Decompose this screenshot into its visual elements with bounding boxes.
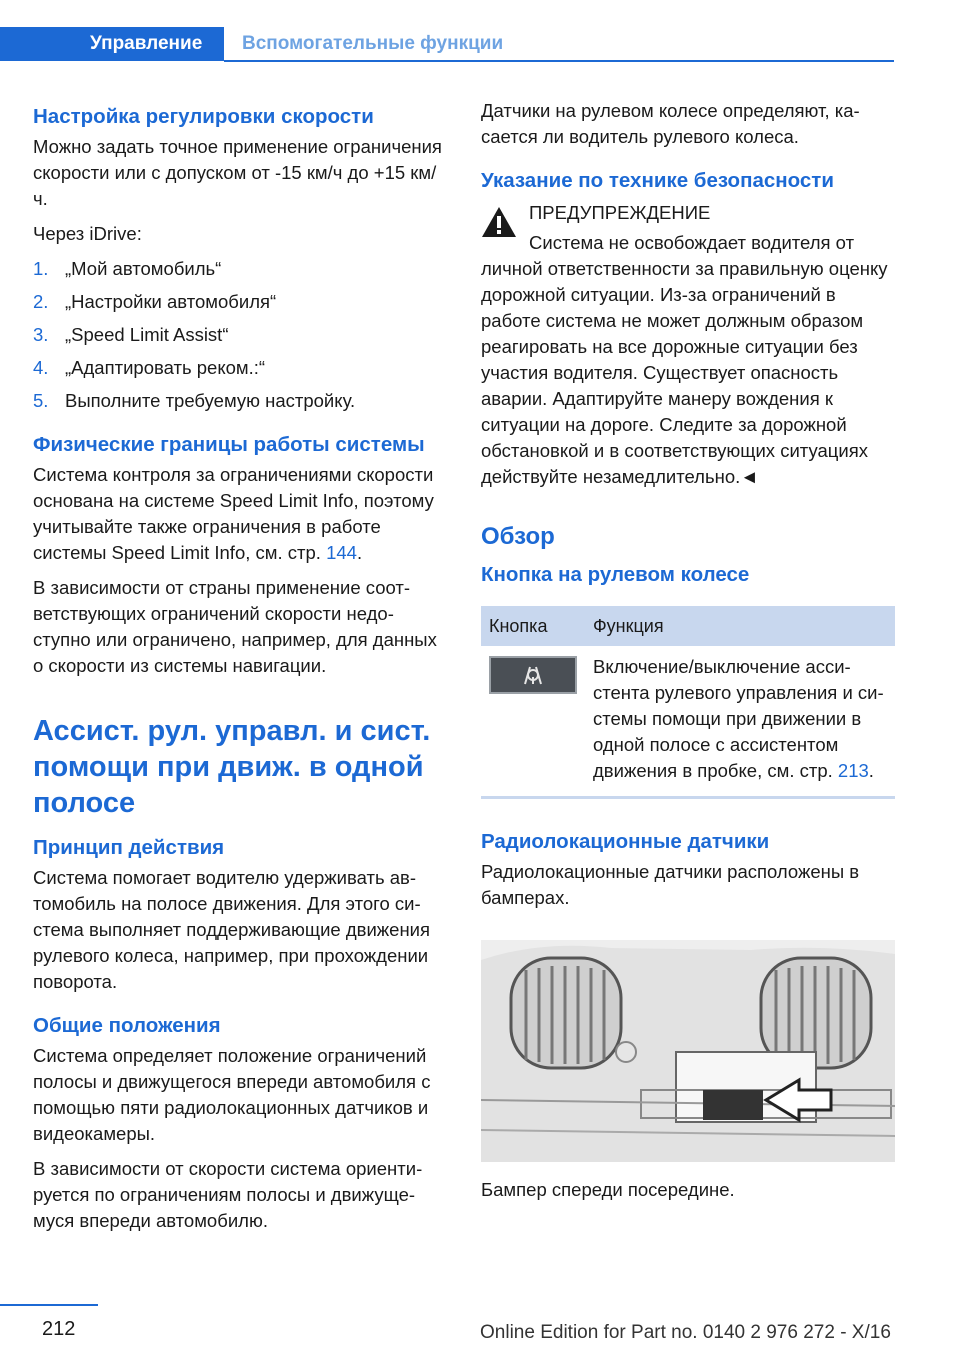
section-title: Ассист. рул. управл. и сист. помощи при движ. в одной полосе — [33, 715, 431, 819]
page-number-rule — [0, 1304, 98, 1306]
list-item — [33, 322, 445, 348]
general-heading: Общие положения — [33, 1014, 221, 1037]
column-header-function: Функция — [585, 606, 895, 646]
step-number: 1. — [33, 258, 49, 279]
step-text: „Адаптировать реком.:“ — [65, 357, 266, 378]
step-text: Выполните требуемую настройку. — [65, 390, 356, 411]
general-text-1: Система определяет положение ограничений полосы и движущегося впереди автомобиля с помощью пяти радиолокационных датчиков и видеокамеры. — [33, 1045, 431, 1144]
warning-text: Система не освобождает водителя от личной ответственности за правильную оценку дорожной ситуации. Из-за ограничений в работе система не может должным образом реагировать на все дорожные ситуации без участия водителя. Существует опасность аварии. Адаптируйте манеру вождения к ситуации на дороге. Следите за дорожной обстановкой и в соответствующих ситуациях действуйте незамедлительно.◄ — [481, 232, 888, 487]
tab-auxiliary-functions[interactable]: Вспомогательные функции — [242, 33, 504, 54]
page-ref-link[interactable]: 213 — [837, 760, 869, 781]
principle-heading: Принцип действия — [33, 836, 225, 859]
country-text: В зависимости от страны применение соответствующих ограничений скорости недоступно или ограничено, например, для данных о скорости из системы навигации. — [33, 577, 437, 676]
page-number: 212 — [42, 1318, 76, 1340]
button-heading: Кнопка на рулевом колесе — [481, 563, 750, 586]
speed-setting-text: Можно задать точное применение ограничения скорости или с допуском от -15 км/ч до +15 км/ч. — [33, 136, 442, 209]
header-rule — [224, 60, 894, 62]
principle-text: Система помогает водителю удерживать автомобиль на полосе движения. Для этого система выполняет поддерживающие движения рулевого колеса, например, при прохождении поворота. — [33, 867, 431, 992]
button-table — [481, 606, 895, 799]
speed-setting-heading: Настройка регулировки скорости — [33, 105, 374, 128]
list-item — [33, 289, 445, 315]
table-header-row — [481, 606, 895, 646]
column-header-button: Кнопка — [481, 606, 585, 646]
warning-block — [481, 200, 895, 490]
overview-heading: Обзор — [481, 523, 555, 550]
general-text-2: В зависимости от скорости система ориентируется по ограничениям полосы и движущемуся впереди автомобилю. — [33, 1158, 423, 1231]
tab-control[interactable]: Управление — [0, 27, 224, 61]
table-row — [481, 646, 895, 798]
header-tabs — [0, 27, 503, 61]
right-column — [481, 98, 895, 1212]
button-cell — [481, 646, 585, 798]
figure-caption: Бампер спереди посередине. — [481, 1179, 735, 1200]
function-cell: Включение/выключение ассистента рулевого управления и системы помощи при движении в одной полосе с ассистентом движения в пробке, см. стр. 213. — [585, 646, 895, 798]
warning-title: ПРЕДУПРЕЖДЕНИЕ — [529, 202, 711, 223]
safety-heading: Указание по технике безопасности — [481, 169, 834, 192]
idrive-steps — [33, 256, 445, 414]
idrive-intro: Через iDrive: — [33, 223, 142, 244]
limits-heading: Физические границы работы системы — [33, 433, 425, 456]
warning-triangle-icon — [481, 206, 517, 238]
step-text: „Настройки автомобиля“ — [65, 291, 277, 312]
lane-assist-button-icon — [489, 656, 577, 694]
list-item — [33, 388, 445, 414]
limits-text: Система контроля за ограничениями скорости основана на системе Speed Limit Info, поэтому учитывайте также ограничения в работе системы Speed Limit Info, см. стр. 144. — [33, 464, 434, 563]
radar-heading: Радиолокационные датчики — [481, 830, 770, 853]
left-column — [33, 98, 445, 1243]
page-ref-link[interactable]: 144 — [326, 542, 357, 563]
step-number: 2. — [33, 291, 49, 312]
step-text: „Speed Limit Assist“ — [65, 324, 229, 345]
step-number: 4. — [33, 357, 49, 378]
front-bumper-image — [481, 940, 895, 1162]
radar-text: Радиолокационные датчики расположены в бамперах. — [481, 861, 860, 908]
step-number: 5. — [33, 390, 49, 411]
list-item — [33, 256, 445, 282]
list-item — [33, 355, 445, 381]
sensor-text: Датчики на рулевом колесе определяют, касается ли водитель рулевого колеса. — [481, 100, 860, 147]
step-number: 3. — [33, 324, 49, 345]
edition-footer: Online Edition for Part no. 0140 2 976 272 - X/16 — [480, 1322, 891, 1343]
step-text: „Мой автомобиль“ — [65, 258, 222, 279]
